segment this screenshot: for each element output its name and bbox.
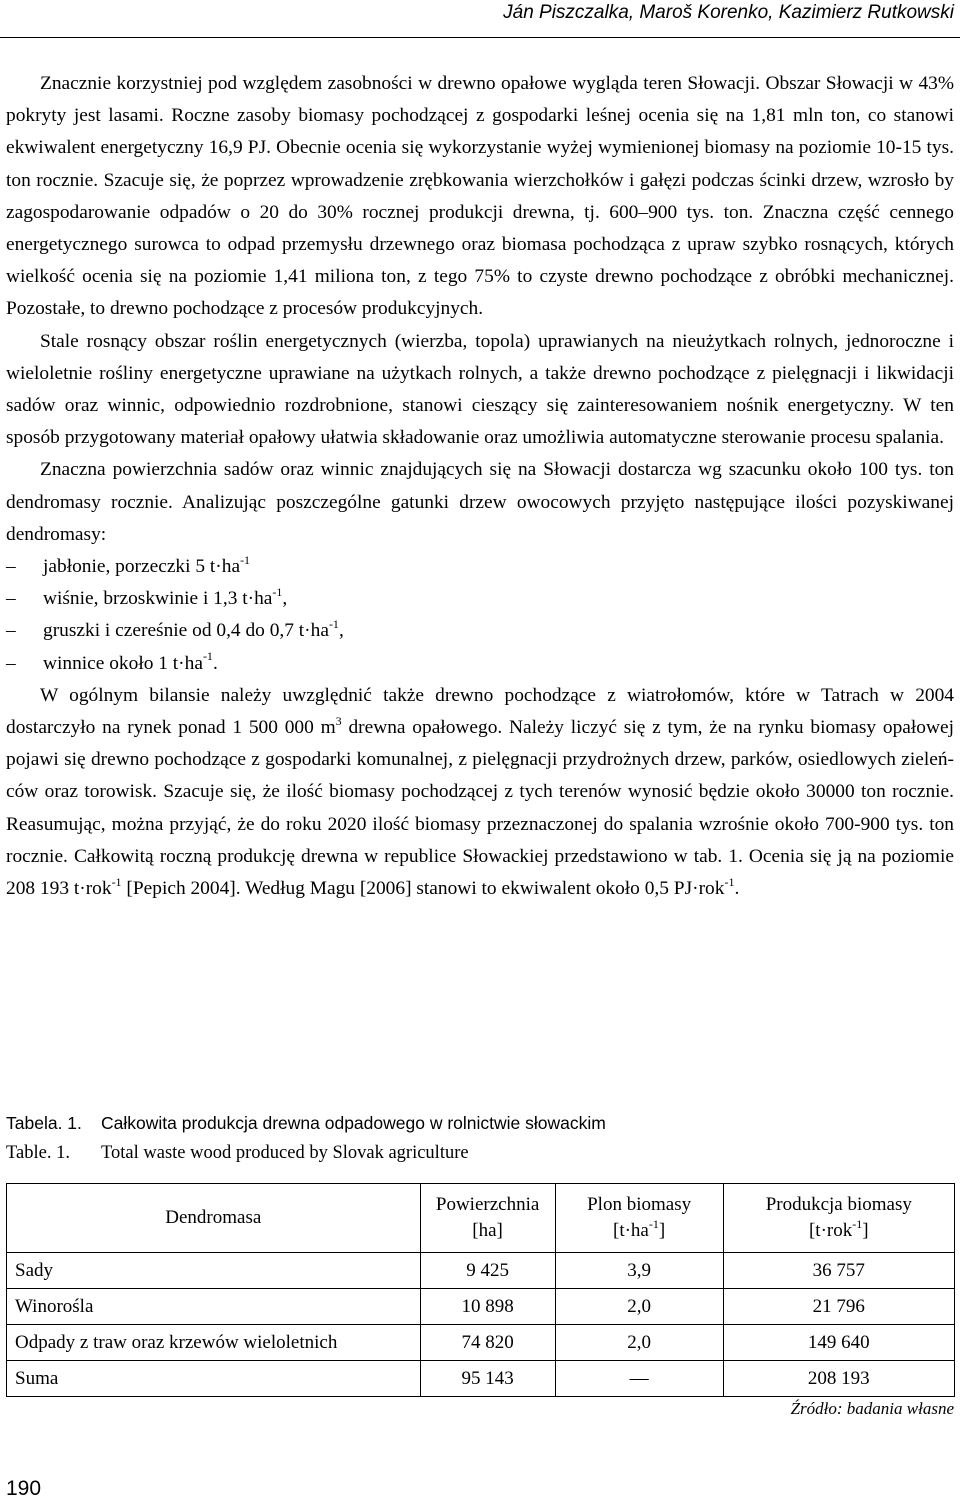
list-dash: –: [6, 620, 16, 642]
caption-english: [6, 1139, 954, 1168]
header-dendromasa: Dendromasa: [7, 1184, 421, 1253]
cell-area: 10 898: [420, 1289, 555, 1325]
list-dash: –: [6, 556, 16, 578]
list-item: [6, 551, 954, 583]
list-item-tail: .: [212, 652, 218, 674]
list-item-text: wiśnie, brzoskwinie i 1,3 t·ha: [43, 588, 273, 610]
header-yield: [555, 1184, 723, 1253]
body-text: [6, 68, 954, 905]
list-item-sup: -1: [328, 616, 339, 631]
header-production-line2: [t·rok: [808, 1220, 853, 1241]
cell-yield: 2,0: [555, 1325, 723, 1361]
cell-yield: —: [555, 1361, 723, 1397]
paragraph-2: Stale rosnący obszar roślin energetycznych (wierzba, topola) uprawianych na nieużytkach rolnych, jednoroczne i wieloletnie rośliny energetyczne uprawiane na użytkach rolnych, a także drewno pochodzące z pielęgnacji i likwidacji sadów oraz winnic, odpowiednio rozdrobnione, stanowi cieszący się zainteresowaniem nośnik energetyczny. W ten sposób przygotowany materiał opałowy ułatwia składowanie oraz umożliwia automatyczne sterowanie procesu spalania.: [6, 330, 954, 449]
paragraph-3: Znaczna powierzchnia sadów oraz winnic znajdujących się na Słowacji dostarcza wg szacunku około 100 tys. ton dendromasy rocznie. Analizując poszczególne gatunki drzew owocowych przyjęto następujące ilości pozyskiwanej dendromasy:: [6, 459, 954, 545]
paragraph-4-sup2: -1: [111, 874, 122, 889]
list-item: [6, 615, 954, 647]
caption-pl-text: Całkowita produkcja drewna odpadowego w rolnictwie słowackim: [101, 1113, 606, 1133]
paragraph-4: [6, 680, 954, 905]
header-area: [420, 1184, 555, 1253]
header-area-line2: [ha]: [472, 1220, 503, 1241]
list-item-tail: ,: [338, 620, 344, 642]
paragraph-1: Znacznie korzystniej pod względem zasobności w drewno opałowe wygląda teren Słowacji. Obszar Słowacji w 43% pokryty jest lasami. Roczne zasoby biomasy pochodzącej z gospodarki leśnej ocenia się na 1,81 mln ton, co stanowi ekwiwalent energetyczny 16,9 PJ. Obecnie ocenia się wykorzystanie wyżej wymienionej biomasy na poziomie 10-15 tys. ton rocznie. Szacuje się, że poprzez wprowadzenie zrębkowania wierzchołków i gałęzi podczas ścinki drzew, wzrosło by zagospodarowanie odpadów o 20 do 30% rocznej produkcji drewna, tj. 600–900 tys. ton. Znaczna część cennego energetycznego surowca to odpad przemysłu drzewnego oraz biomasa pochodząca z upraw szybko rosnących, których wielkość ocenia się na poziomie 1,41 miliona ton, z tego 75% to czyste drewno pochodzące z obróbki mechanicznej. Pozostałe, to drewno pochodzące z procesów produkcyjnych.: [6, 73, 954, 320]
list-item: [6, 583, 954, 615]
header-yield-sup: -1: [648, 1216, 659, 1231]
page-header: [0, 0, 960, 38]
header-authors: Ján Piszczalka, Maroš Korenko, Kazimierz Rutkowski: [503, 2, 954, 23]
list-item-sup: -1: [272, 584, 283, 599]
cell-dendromasa: Suma: [7, 1361, 421, 1397]
cell-production: 36 757: [723, 1253, 954, 1289]
paragraph-4-part2: drewna opałowego. Należy liczyć się z tym, że na rynku biomasy opałowej pojawi się drewno pochodzące z gospodarki komunalnej, z pielęgnacji przydrożnych drzew, parków, osiedlowych zieleńców oraz torowisk. Szacuje się, że ilość biomasy pochodzącej z tych terenów wynosić będzie około 30000 ton rocznie. Reasumując, można przyjąć, że do roku 2020 ilość biomasy przeznaczonej do spalania wzrośnie około 700-900 tys. ton rocznie. Całkowitą roczną produkcję drewna w republice Słowackiej przedstawiono w tab. 1. Ocenia się ją na poziomie 208 193 t·rok: [6, 717, 954, 900]
list-item-text: winnice około 1 t·ha: [43, 652, 203, 674]
cell-dendromasa: Odpady z traw oraz krzewów wieloletnich: [7, 1325, 421, 1361]
paragraph-4-part3: [Pepich 2004]. Według Magu [2006] stanowi to ekwiwalent około 0,5 PJ·rok: [121, 878, 725, 900]
paragraph-4-part4: .: [734, 878, 740, 900]
list-dash: –: [6, 652, 16, 674]
table-row: [7, 1325, 955, 1361]
header-production: [723, 1184, 954, 1253]
paragraph-4-part1: W ogólnym bilansie należy uwzględnić także drewno pochodzące z wiatrołomów, które w Tatrach w 2004 dostarczyło na rynek ponad 1 500 000 m: [6, 684, 954, 739]
table-header-row: [7, 1184, 955, 1253]
paragraph-4-sup3: -1: [724, 874, 735, 889]
caption-polish: [6, 1109, 954, 1139]
paragraph-4-sup1: 3: [335, 713, 342, 728]
cell-production: 21 796: [723, 1289, 954, 1325]
header-area-line1: Powierzchnia: [435, 1194, 540, 1215]
biomass-table: [6, 1183, 955, 1397]
caption-en-text: Total waste wood produced by Slovak agriculture: [101, 1143, 469, 1163]
dendromass-list: [6, 551, 954, 680]
list-item-text: gruszki i czereśnie od 0,4 do 0,7 t·ha: [43, 620, 329, 642]
header-yield-tail: ]: [658, 1220, 666, 1241]
cell-dendromasa: Sady: [7, 1253, 421, 1289]
list-item-text: jabłonie, porzeczki 5 t·ha: [43, 556, 241, 578]
cell-area: 9 425: [420, 1253, 555, 1289]
cell-yield: 3,9: [555, 1253, 723, 1289]
table-caption: [6, 1109, 954, 1168]
caption-pl-prefix: Tabela. 1.: [6, 1113, 82, 1133]
caption-en-prefix: Table. 1.: [6, 1143, 70, 1163]
table-row: [7, 1361, 955, 1397]
header-production-line1: Produkcja biomasy: [765, 1194, 912, 1215]
header-production-tail: ]: [862, 1220, 869, 1241]
table-source: Źródło: badania własne: [790, 1399, 954, 1418]
page-number: 190: [6, 1477, 42, 1500]
header-yield-line2: [t·ha: [613, 1220, 649, 1241]
cell-production: 149 640: [723, 1325, 954, 1361]
cell-yield: 2,0: [555, 1289, 723, 1325]
list-item-sup: -1: [202, 649, 213, 664]
cell-dendromasa: Winorośla: [7, 1289, 421, 1325]
list-item-tail: ,: [282, 588, 288, 610]
cell-area: 74 820: [420, 1325, 555, 1361]
list-item: [6, 648, 954, 680]
table-row: [7, 1289, 955, 1325]
header-yield-line1: Plon biomasy: [587, 1194, 692, 1215]
cell-production: 208 193: [723, 1361, 954, 1397]
cell-area: 95 143: [420, 1361, 555, 1397]
table-row: [7, 1253, 955, 1289]
list-dash: –: [6, 588, 16, 610]
list-item-sup: -1: [240, 552, 251, 567]
header-production-sup: -1: [852, 1216, 863, 1231]
